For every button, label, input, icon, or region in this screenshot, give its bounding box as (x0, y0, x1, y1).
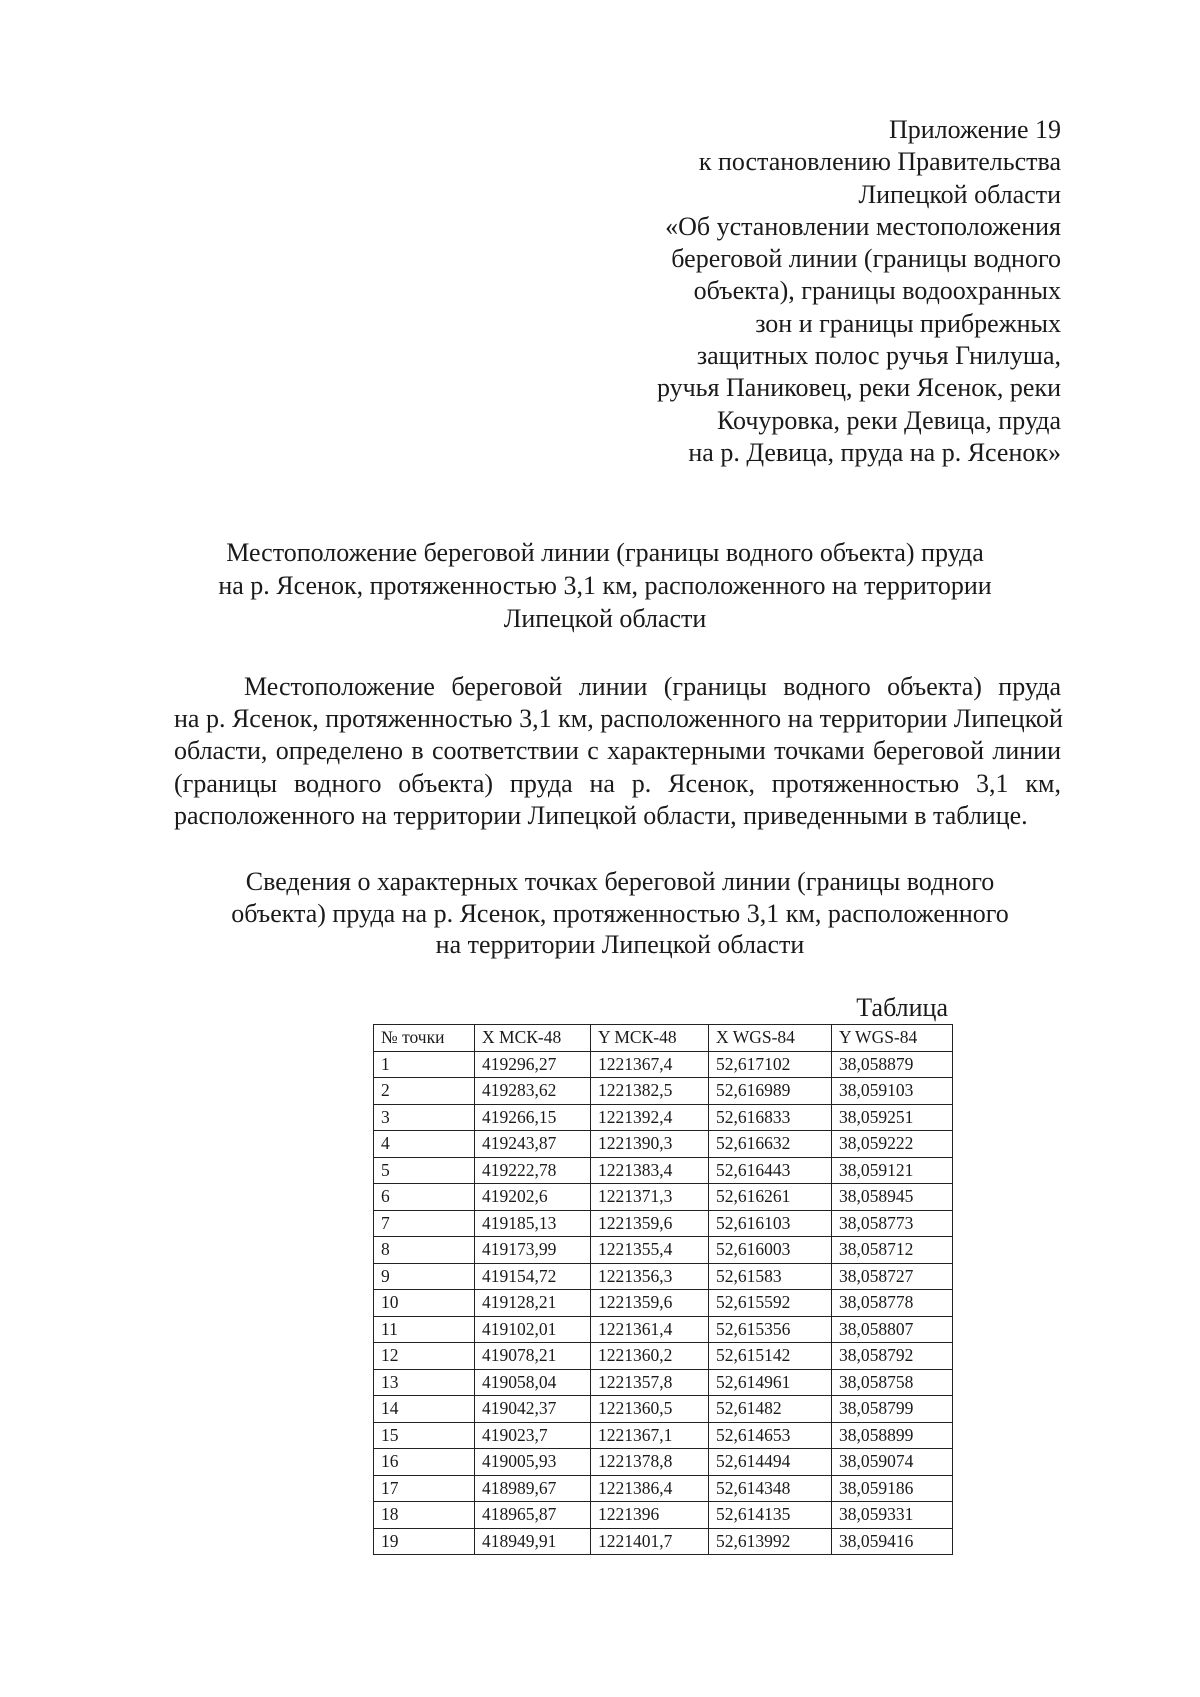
cell-x-msk48: 419058,04 (475, 1369, 591, 1396)
table-row (374, 1343, 953, 1370)
cell-x-wgs84: 52,616003 (709, 1237, 832, 1264)
body-line: области, определено в соответствии с характерными точками береговой линии (174, 736, 1061, 766)
body-line: (границы водного объекта) пруда на р. Ясенок, протяженностью 3,1 км, (174, 768, 1061, 798)
cell-y-wgs84: 38,059121 (832, 1157, 953, 1184)
cell-y-wgs84: 38,059222 (832, 1131, 953, 1158)
table-row (374, 1316, 953, 1343)
cell-y-wgs84: 38,059186 (832, 1475, 953, 1502)
cell-y-wgs84: 38,059103 (832, 1078, 953, 1105)
cell-y-wgs84: 38,058727 (832, 1263, 953, 1290)
title-line: на р. Ясенок, протяженностью 3,1 км, расположенного на территории (218, 571, 992, 600)
coordinates-table (373, 1024, 953, 1555)
caption-line: объекта) пруда на р. Ясенок, протяженностью 3,1 км, расположенного (231, 898, 1009, 928)
cell-y-msk48: 1221357,8 (591, 1369, 709, 1396)
cell-point-number: 14 (374, 1396, 475, 1423)
cell-x-msk48: 419173,99 (475, 1237, 591, 1264)
cell-y-msk48: 1221367,1 (591, 1422, 709, 1449)
cell-x-wgs84: 52,615356 (709, 1316, 832, 1343)
cell-point-number: 19 (374, 1528, 475, 1555)
cell-x-wgs84: 52,616833 (709, 1104, 832, 1131)
table-row (374, 1210, 953, 1237)
table-label: Таблица (856, 993, 948, 1022)
cell-x-msk48: 419128,21 (475, 1290, 591, 1317)
header-x-wgs84: X WGS-84 (709, 1025, 832, 1052)
cell-x-wgs84: 52,616632 (709, 1131, 832, 1158)
cell-y-msk48: 1221367,4 (591, 1051, 709, 1078)
title-line: Местоположение береговой линии (границы водного объекта) пруда (226, 538, 984, 567)
body-paragraph (174, 671, 1061, 832)
table-row (374, 1051, 953, 1078)
table-row (374, 1157, 953, 1184)
cell-point-number: 3 (374, 1104, 475, 1131)
appendix-reference (541, 114, 1061, 469)
cell-point-number: 17 (374, 1475, 475, 1502)
cell-y-msk48: 1221371,3 (591, 1184, 709, 1211)
cell-x-msk48: 419266,15 (475, 1104, 591, 1131)
cell-point-number: 2 (374, 1078, 475, 1105)
cell-y-wgs84: 38,059074 (832, 1449, 953, 1476)
cell-x-wgs84: 52,61482 (709, 1396, 832, 1423)
cell-point-number: 11 (374, 1316, 475, 1343)
cell-x-wgs84: 52,614135 (709, 1502, 832, 1529)
cell-point-number: 9 (374, 1263, 475, 1290)
header-point-number: № точки (374, 1025, 475, 1052)
cell-x-wgs84: 52,616103 (709, 1210, 832, 1237)
cell-point-number: 5 (374, 1157, 475, 1184)
cell-y-msk48: 1221355,4 (591, 1237, 709, 1264)
table-row (374, 1078, 953, 1105)
appendix-line: Приложение 19 (888, 115, 1061, 144)
cell-x-msk48: 419202,6 (475, 1184, 591, 1211)
appendix-line: к постановлению Правительства (698, 147, 1061, 177)
cell-x-msk48: 419185,13 (475, 1210, 591, 1237)
cell-y-msk48: 1221396 (591, 1502, 709, 1529)
body-line: расположенного на территории Липецкой области, приведенными в таблице. (174, 800, 1028, 830)
appendix-line: Липецкой области (858, 179, 1061, 209)
cell-x-wgs84: 52,614653 (709, 1422, 832, 1449)
table-row (374, 1290, 953, 1317)
cell-y-msk48: 1221383,4 (591, 1157, 709, 1184)
cell-y-msk48: 1221390,3 (591, 1131, 709, 1158)
header-y-wgs84: Y WGS-84 (832, 1025, 953, 1052)
table-row (374, 1422, 953, 1449)
cell-y-wgs84: 38,058945 (832, 1184, 953, 1211)
appendix-line: «Об установлении местоположения (665, 211, 1061, 241)
header-x-msk48: X МСК-48 (475, 1025, 591, 1052)
cell-y-msk48: 1221401,7 (591, 1528, 709, 1555)
cell-y-wgs84: 38,058792 (832, 1343, 953, 1370)
cell-x-msk48: 419023,7 (475, 1422, 591, 1449)
cell-y-wgs84: 38,058778 (832, 1290, 953, 1317)
cell-x-msk48: 419296,27 (475, 1051, 591, 1078)
cell-x-msk48: 419102,01 (475, 1316, 591, 1343)
cell-y-msk48: 1221392,4 (591, 1104, 709, 1131)
cell-y-wgs84: 38,058758 (832, 1369, 953, 1396)
cell-y-msk48: 1221360,5 (591, 1396, 709, 1423)
cell-y-wgs84: 38,059251 (832, 1104, 953, 1131)
caption-line: Сведения о характерных точках береговой линии (границы водного (245, 867, 995, 896)
table-row (374, 1184, 953, 1211)
appendix-line: защитных полос ручья Гнилуша, (696, 341, 1061, 371)
cell-x-wgs84: 52,61583 (709, 1263, 832, 1290)
cell-point-number: 7 (374, 1210, 475, 1237)
cell-y-wgs84: 38,058899 (832, 1422, 953, 1449)
body-line: на р. Ясенок, протяженностью 3,1 км, расположенного на территории Липецкой (174, 704, 1063, 734)
cell-point-number: 15 (374, 1422, 475, 1449)
cell-y-msk48: 1221359,6 (591, 1290, 709, 1317)
table-row (374, 1502, 953, 1529)
cell-point-number: 13 (374, 1369, 475, 1396)
table-row (374, 1263, 953, 1290)
appendix-line: объекта), границы водоохранных (693, 276, 1061, 306)
cell-point-number: 18 (374, 1502, 475, 1529)
cell-point-number: 6 (374, 1184, 475, 1211)
cell-point-number: 12 (374, 1343, 475, 1370)
table-row (374, 1396, 953, 1423)
cell-y-wgs84: 38,058712 (832, 1237, 953, 1264)
cell-x-msk48: 419283,62 (475, 1078, 591, 1105)
cell-y-wgs84: 38,058879 (832, 1051, 953, 1078)
cell-y-msk48: 1221382,5 (591, 1078, 709, 1105)
cell-x-wgs84: 52,615592 (709, 1290, 832, 1317)
cell-x-wgs84: 52,617102 (709, 1051, 832, 1078)
cell-point-number: 16 (374, 1449, 475, 1476)
cell-x-wgs84: 52,616261 (709, 1184, 832, 1211)
cell-y-msk48: 1221359,6 (591, 1210, 709, 1237)
appendix-line: Кочуровка, реки Девица, пруда (716, 405, 1061, 435)
cell-y-msk48: 1221361,4 (591, 1316, 709, 1343)
appendix-line: зон и границы прибрежных (755, 308, 1061, 338)
table-header-row (374, 1025, 953, 1052)
cell-y-wgs84: 38,059416 (832, 1528, 953, 1555)
appendix-line: на р. Девица, пруда на р. Ясенок» (688, 437, 1061, 467)
cell-point-number: 1 (374, 1051, 475, 1078)
title-line: Липецкой области (503, 604, 707, 633)
cell-x-wgs84: 52,614961 (709, 1369, 832, 1396)
cell-x-msk48: 419005,93 (475, 1449, 591, 1476)
table-body (374, 1051, 953, 1555)
cell-x-wgs84: 52,614494 (709, 1449, 832, 1476)
cell-y-wgs84: 38,059331 (832, 1502, 953, 1529)
cell-point-number: 4 (374, 1131, 475, 1158)
cell-y-msk48: 1221360,2 (591, 1343, 709, 1370)
cell-y-wgs84: 38,058773 (832, 1210, 953, 1237)
cell-x-wgs84: 52,616989 (709, 1078, 832, 1105)
cell-x-wgs84: 52,614348 (709, 1475, 832, 1502)
cell-x-msk48: 419154,72 (475, 1263, 591, 1290)
table-row (374, 1237, 953, 1264)
table-row (374, 1528, 953, 1555)
appendix-line: береговой линии (границы водного (671, 244, 1061, 274)
cell-x-wgs84: 52,615142 (709, 1343, 832, 1370)
cell-x-wgs84: 52,613992 (709, 1528, 832, 1555)
cell-x-msk48: 419243,87 (475, 1131, 591, 1158)
table-row (374, 1449, 953, 1476)
cell-point-number: 8 (374, 1237, 475, 1264)
cell-y-msk48: 1221378,8 (591, 1449, 709, 1476)
table-row (374, 1131, 953, 1158)
table-row (374, 1475, 953, 1502)
table-caption (220, 866, 1020, 961)
appendix-line: ручья Паниковец, реки Ясенок, реки (656, 373, 1061, 403)
cell-y-wgs84: 38,058807 (832, 1316, 953, 1343)
cell-x-msk48: 418965,87 (475, 1502, 591, 1529)
cell-x-wgs84: 52,616443 (709, 1157, 832, 1184)
caption-line: на территории Липецкой области (435, 930, 805, 959)
body-line: Местоположение береговой линии (границы водного объекта) пруда (244, 672, 1061, 701)
cell-x-msk48: 418949,91 (475, 1528, 591, 1555)
header-y-msk48: Y МСК-48 (591, 1025, 709, 1052)
cell-y-msk48: 1221356,3 (591, 1263, 709, 1290)
table-row (374, 1369, 953, 1396)
cell-x-msk48: 419078,21 (475, 1343, 591, 1370)
cell-y-wgs84: 38,058799 (832, 1396, 953, 1423)
cell-x-msk48: 418989,67 (475, 1475, 591, 1502)
cell-y-msk48: 1221386,4 (591, 1475, 709, 1502)
table-row (374, 1104, 953, 1131)
cell-point-number: 10 (374, 1290, 475, 1317)
document-title (180, 536, 1030, 635)
cell-x-msk48: 419042,37 (475, 1396, 591, 1423)
cell-x-msk48: 419222,78 (475, 1157, 591, 1184)
